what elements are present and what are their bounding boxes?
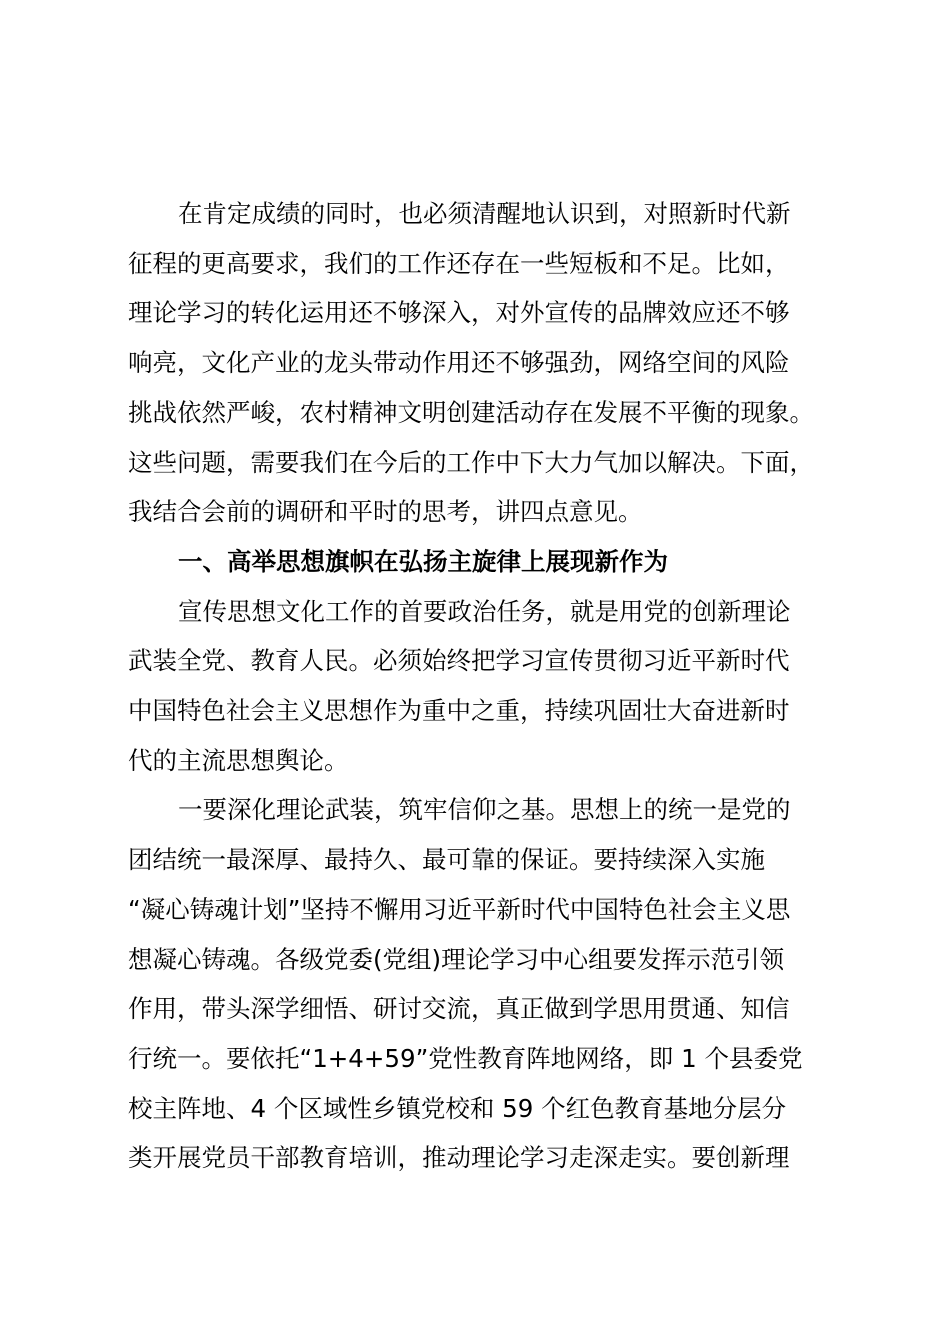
paragraph-line: 行统一。要依托“1+4+59”党性教育阵地网络，即 1 个县委党 xyxy=(128,1043,803,1073)
paragraph-line: 中国特色社会主义思想作为重中之重，持续巩固壮大奋进新时 xyxy=(128,696,790,725)
paragraph-line: 团结统一最深厚、最持久、最可靠的保证。要持续深入实施 xyxy=(128,845,765,875)
paragraph-line: 一要深化理论武装，筑牢信仰之基。思想上的统一是党的 xyxy=(178,795,791,825)
paragraph-line: 在肯定成绩的同时，也必须清醒地认识到，对照新时代新 xyxy=(178,199,791,228)
paragraph-line: 类开展党员干部教育培训，推动理论学习走深走实。要创新理 xyxy=(128,1143,790,1173)
section-heading: 一、高举思想旗帜在弘扬主旋律上展现新作为 xyxy=(178,546,668,576)
paragraph-line: 校主阵地、4 个区域性乡镇党校和 59 个红色教育基地分层分 xyxy=(128,1093,787,1123)
paragraph-line: 响亮，文化产业的龙头带动作用还不够强劲，网络空间的风险 xyxy=(128,348,790,378)
paragraph-line: 挑战依然严峻，农村精神文明创建活动存在发展不平衡的现象。 xyxy=(128,397,814,427)
paragraph-line: 代的主流思想舆论。 xyxy=(128,745,349,775)
paragraph-line: 作用，带头深学细悟、研讨交流，真正做到学思用贯通、知信 xyxy=(128,994,790,1024)
paragraph-line: 我结合会前的调研和平时的思考，讲四点意见。 xyxy=(128,497,643,527)
paragraph-line: 宣传思想文化工作的首要政治任务，就是用党的创新理论 xyxy=(178,596,791,626)
paragraph-line: “凝心铸魂计划”坚持不懈用习近平新时代中国特色社会主义思 xyxy=(128,894,791,924)
paragraph-line: 武装全党、教育人民。必须始终把学习宣传贯彻习近平新时代 xyxy=(128,646,790,676)
paragraph-line: 征程的更高要求，我们的工作还存在一些短板和不足。比如， xyxy=(128,248,790,278)
paragraph-line: 这些问题，需要我们在今后的工作中下大力气加以解决。下面， xyxy=(128,447,814,477)
paragraph-line: 理论学习的转化运用还不够深入，对外宣传的品牌效应还不够 xyxy=(128,298,790,328)
paragraph-line: 想凝心铸魂。各级党委(党组)理论学习中心组要发挥示范引领 xyxy=(128,944,785,974)
